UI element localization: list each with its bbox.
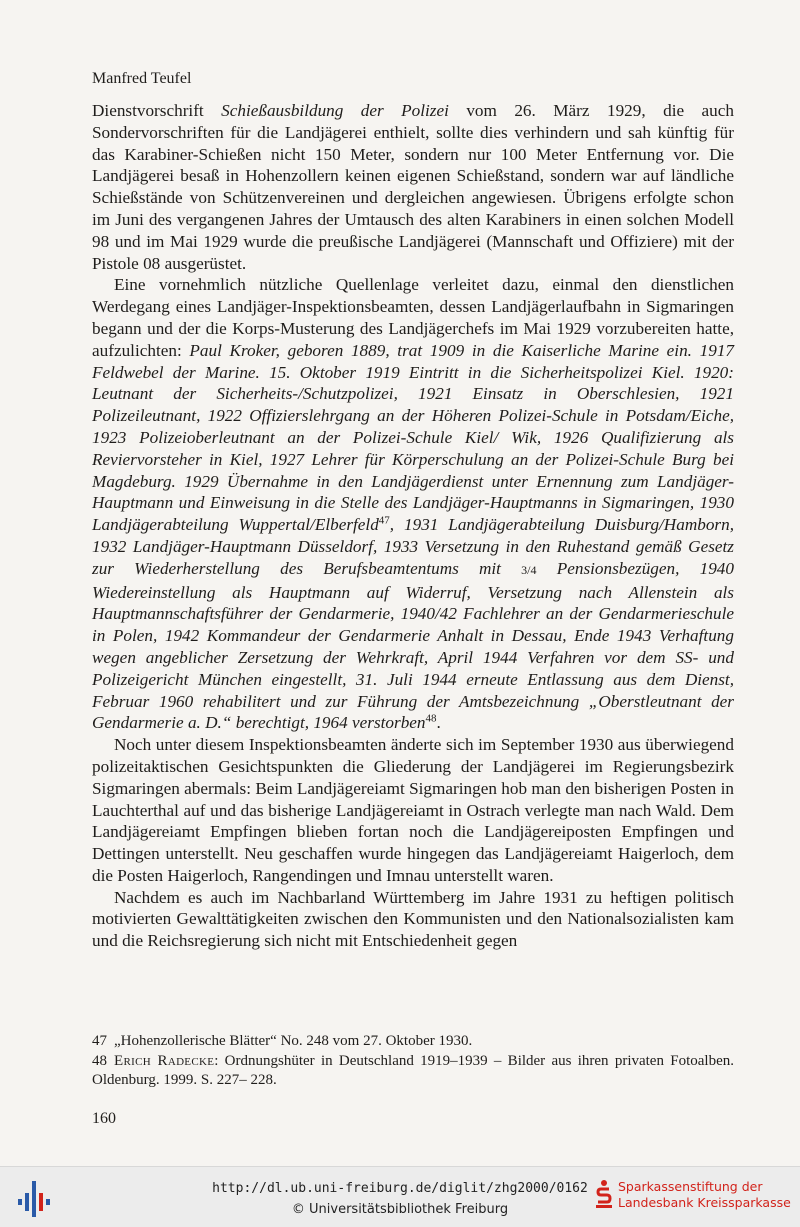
p2-end: . [436,713,441,733]
paragraph-1 [92,100,734,274]
sparkasse-sponsor-logo[interactable] [596,1177,796,1221]
ub-freiburg-logo-icon[interactable] [14,1179,54,1219]
p1-title-italic: Schießausbildung der Polizei [221,101,449,120]
sparkasse-s-icon [596,1179,612,1209]
sponsor-line-2: Landesbank Kreissparkasse [618,1195,791,1210]
copyright-text: © Universitätsbibliothek Freiburg [291,1202,509,1217]
paragraph-3: Noch unter diesem Inspektionsbeamten änderte sich im September 1930 aus überwiegend polizeitaktischen Gesichtspunkten die Gliederung der Landjägerei im Regierungsbezirk Sigmaringen abermals: Beim Landjägereiamt Sigmaringen hob man den bisherigen Posten in Lauchterthal auf und das bisherige Landjägereiamt in Ostrach verlegte man nach Wald. Dem Landjägereiamt Empfingen blieben fortan noch die Landjägereiposten Empfingen und Dettingen unterstellt. Neu geschaffen wurde hingegen das Landjägereiamt Haigerloch, dem die Posten Haigerloch, Rangendingen und Imnau unterstellt waren. [92,735,734,885]
paragraph-4: Nachdem es auch im Nachbarland Württemberg im Jahre 1931 zu heftigen politisch motivierten Gewalttätigkeiten zwischen den Kommunisten und den Nationalsozialisten kam und die Reichsregierung sich nicht mit Entschiedenheit gegen [92,887,734,951]
p1-text-b: vom 26. März 1929, die auch Sondervorschriften für die Landjägerei enthielt, sollte dies verhindern und sah künftig für das Karabiner-Schießen nicht 150 Meter, sondern nur 100 Meter Entfernung vor. Die Landjägerei besaß in Hohenzollern keinen eigenen Schießstand, sondern war auf ländliche Schießstände von Schützenvereinen und dergleichen angewiesen. Übrigens erfolgte schon im Juni des vergangenen Jahres der Umtausch des alten Karabiners in einen solchen Modell 98 und im Mai 1929 wurde die preußische Landjägerei (Mannschaft und Offiziere) mit der Pistole 08 ausgerüstet. [92,101,734,273]
sponsor-line-1: Sparkassenstiftung der [618,1179,763,1194]
p2-biography-3: Pensionsbezügen, 1940 Wiedereinstellung als Hauptmann auf Widerruf, Versetzung nach Allenstein als Hauptmannschaftsführer der Gendarmerie, 1940/42 Fachlehrer an der Gendarmerieschule in Polen, 1942 Kommandeur der Gendarmerie Anhalt in Dessau, Ende 1943 Verhaftung wegen angeblicher Zersetzung der Wehrkraft, April 1944 Verfahren vor dem SS- und Polizeigericht München eingestellt, 31. Juli 1944 erneute Entlassung aus dem Dienst, Februar 1960 rehabilitert und zur Führung der Amtsbezeichnung „Oberstleutnant der Gendarmerie a. D.“ berechtigt, 1964 verstorben [92,558,734,733]
footnote-number: 48 [92,1052,107,1069]
page-number: 160 [92,1110,116,1127]
footnote-text: „Hohenzollerische Blätter“ No. 248 vom 27. Oktober 1930. [114,1033,473,1049]
fraction: 3/4 [521,562,537,577]
p2-text-a: Eine vornehmlich nützliche Quellenlage verleitet dazu, einmal den dienstlichen Werdegang eines Landjäger-Inspektionsbeamten, dessen Landjägerlaufbahn in Sigmaringen begann und der die Korps-Musterung des Landjägerchefs im Mai 1929 vorzubereiten hatte, aufzulichten: [92,275,734,360]
document-url-link[interactable]: http://dl.ub.uni-freiburg.de/diglit/zhg2000/0162 [212,1181,588,1196]
p2-biography-1: Paul Kroker, geboren 1889, trat 1909 in die Kaiserliche Marine ein. 1917 Feldwebel der Marine. 15. Oktober 1919 Eintritt in die Sicherheitspolizei Kiel. 1920: Leutnant der Sicherheits-/Schutzpolizei, 1921 Einsatz in Oberschlesien, 1921 Polizeileutnant, 1922 Offizierslehrgang an der Höheren Polizei-Schule in Potsdam/Eiche, 1923 Polizeioberleutnant an der Polizei-Schule Kiel/ Wik, 1926 Qualifizierung als Reviervorsteher in Kiel, 1927 Lehrer für Körperschulung an der Polizei-Schule Burg bei Magdeburg. 1929 Übernahme in den Landjägerdienst unter Ernennung zum Landjäger-Hauptmann und Einweisung in die Stelle des Landjäger-Hauptmanns in Sigmaringen, 1930 Landjägerabteilung Wuppertal/Elberfeld [92,340,735,535]
body-text [92,100,734,952]
p1-text-a: Dienstvorschrift [92,101,222,120]
viewer-footer [0,1166,800,1227]
footnote-text: : Ordnungshüter in Deutschland 1919–1939 – Bilder aus ihren privaten Fotoalben. Oldenburg. 1999. S. 227– 228. [92,1052,734,1089]
footnote-48 [92,1052,734,1091]
sponsor-text [618,1179,791,1211]
footnote-ref-48[interactable]: 48 [425,712,437,725]
running-head: Manfred Teufel [92,70,192,87]
footnotes [92,1032,734,1091]
footnote-47 [92,1032,734,1052]
footnote-number: 47 [92,1033,107,1049]
p2-biography-2: , 1931 Landjägerabteilung Duisburg/Hamborn, 1932 Landjäger-Hauptmann Düsseldorf, 1933 Versetzung in den Ruhestand gemäß Gesetz zur Wiederherstellung des Berufsbeamtentums mit [92,515,734,578]
footnote-ref-47[interactable]: 47 [378,514,390,527]
paragraph-2 [92,274,734,734]
footnote-author: Erich Radecke [114,1052,215,1069]
